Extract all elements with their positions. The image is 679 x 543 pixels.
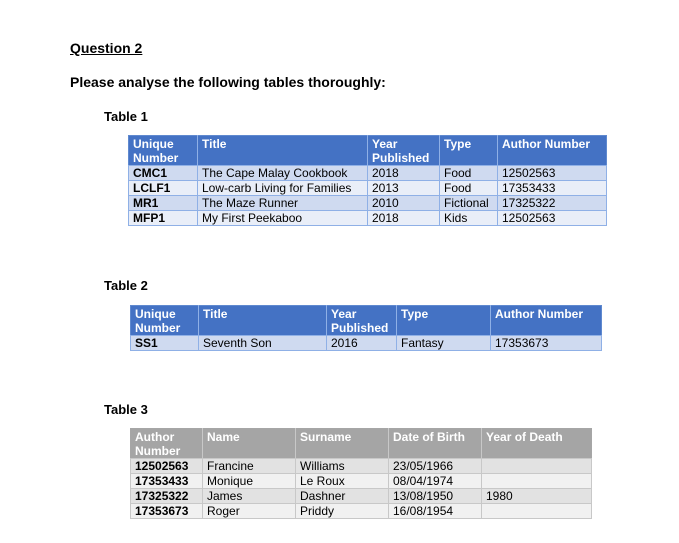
table-row: [129, 166, 607, 181]
table3-header: Surname: [296, 429, 389, 459]
table2-header: Type: [397, 306, 491, 336]
table3: [130, 428, 592, 519]
table-cell: [482, 474, 592, 489]
table1-header: Type: [440, 136, 498, 166]
table-cell: Williams: [296, 459, 389, 474]
table-cell: 12502563: [498, 211, 607, 226]
table-cell: Seventh Son: [199, 336, 327, 351]
table-cell: 2016: [327, 336, 397, 351]
table-cell: [482, 504, 592, 519]
table1-header: Year Published: [368, 136, 440, 166]
table-cell: 2010: [368, 196, 440, 211]
table-cell: Dashner: [296, 489, 389, 504]
table-cell: 16/08/1954: [389, 504, 482, 519]
table-cell: [482, 459, 592, 474]
table-cell: The Maze Runner: [198, 196, 368, 211]
table-row: [129, 211, 607, 226]
table-cell: 23/05/1966: [389, 459, 482, 474]
table2-header: Author Number: [491, 306, 602, 336]
table-cell: 17353433: [498, 181, 607, 196]
table-row: [131, 474, 592, 489]
table-cell: Low-carb Living for Families: [198, 181, 368, 196]
table-cell: MR1: [129, 196, 198, 211]
table-cell: Priddy: [296, 504, 389, 519]
table1-header: Title: [198, 136, 368, 166]
table3-header: Year of Death: [482, 429, 592, 459]
table2-label: Table 2: [104, 278, 148, 293]
table-cell: LCLF1: [129, 181, 198, 196]
table-cell: MFP1: [129, 211, 198, 226]
table-row: [131, 504, 592, 519]
table-cell: 2013: [368, 181, 440, 196]
table3-header: Date of Birth: [389, 429, 482, 459]
table-cell: 17325322: [131, 489, 203, 504]
table-cell: Food: [440, 181, 498, 196]
table3-header-row: [131, 429, 592, 459]
table-row: [129, 181, 607, 196]
table-cell: 08/04/1974: [389, 474, 482, 489]
table2-header: Title: [199, 306, 327, 336]
table-cell: SS1: [131, 336, 199, 351]
table1: [128, 135, 607, 226]
table-cell: 17353673: [131, 504, 203, 519]
table-row: [131, 489, 592, 504]
table-cell: 17353433: [131, 474, 203, 489]
table-cell: 2018: [368, 166, 440, 181]
table3-header: Name: [203, 429, 296, 459]
table-row: [129, 196, 607, 211]
question-instruction: Please analyse the following tables thoroughly:: [70, 74, 386, 90]
table-cell: 17325322: [498, 196, 607, 211]
table2-header-row: [131, 306, 602, 336]
table3-label: Table 3: [104, 402, 148, 417]
question-title: Question 2: [70, 40, 143, 56]
table1-label: Table 1: [104, 109, 148, 124]
table-row: [131, 336, 602, 351]
table-cell: 1980: [482, 489, 592, 504]
table1-header-row: [129, 136, 607, 166]
table-cell: My First Peekaboo: [198, 211, 368, 226]
table-row: [131, 459, 592, 474]
table-cell: 17353673: [491, 336, 602, 351]
table-cell: Monique: [203, 474, 296, 489]
table-cell: 13/08/1950: [389, 489, 482, 504]
table-cell: 2018: [368, 211, 440, 226]
table2-header: Unique Number: [131, 306, 199, 336]
table-cell: Food: [440, 166, 498, 181]
table-cell: Roger: [203, 504, 296, 519]
table3-header: Author Number: [131, 429, 203, 459]
table-cell: Fantasy: [397, 336, 491, 351]
table2-header: Year Published: [327, 306, 397, 336]
table-cell: The Cape Malay Cookbook: [198, 166, 368, 181]
table-cell: Fictional: [440, 196, 498, 211]
table2: [130, 305, 602, 351]
table-cell: 12502563: [498, 166, 607, 181]
table-cell: Francine: [203, 459, 296, 474]
table-cell: James: [203, 489, 296, 504]
table1-header: Unique Number: [129, 136, 198, 166]
table-cell: CMC1: [129, 166, 198, 181]
table-cell: 12502563: [131, 459, 203, 474]
table-cell: Le Roux: [296, 474, 389, 489]
table-cell: Kids: [440, 211, 498, 226]
table1-header: Author Number: [498, 136, 607, 166]
